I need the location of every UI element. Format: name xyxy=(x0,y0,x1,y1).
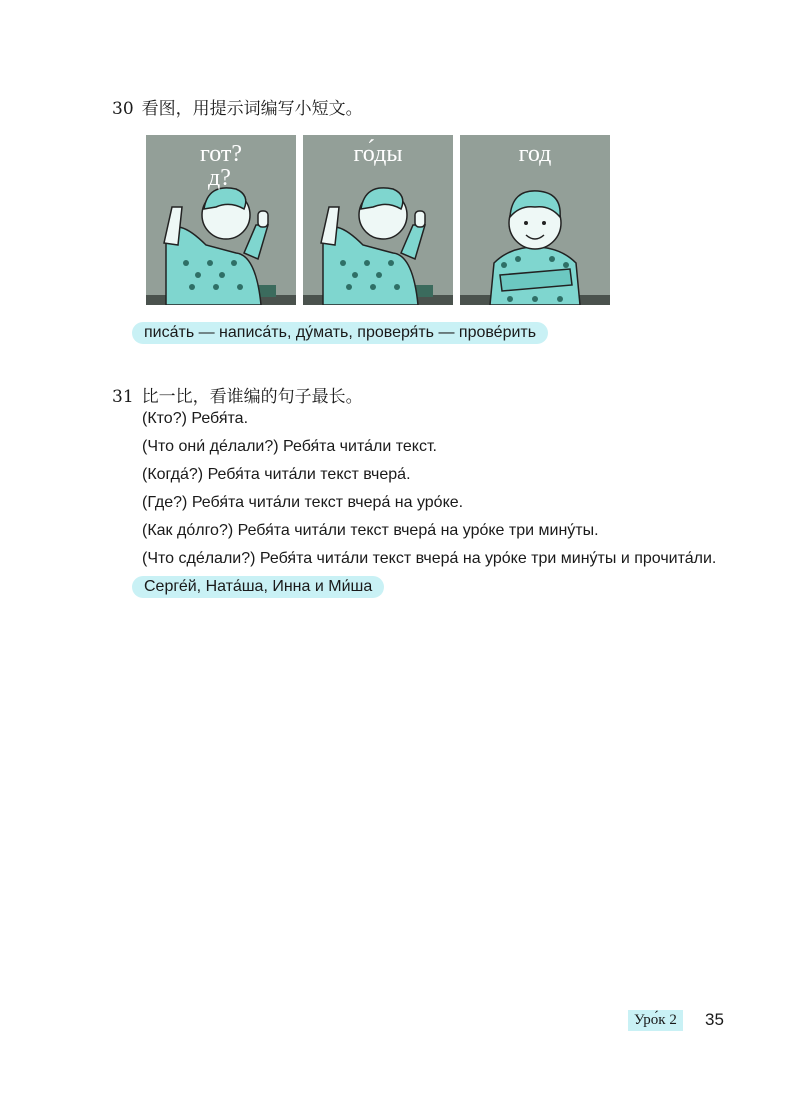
sentence-line-2: (Что они́ де́лали?) Ребя́та чита́ли текст. xyxy=(142,438,437,455)
sentence-line-1: (Кто?) Ребя́та. xyxy=(142,410,249,427)
board-word-2: го́ды xyxy=(353,141,403,167)
picture-panel-1 xyxy=(146,135,296,305)
board-word-1b: д? xyxy=(208,165,231,191)
exercise-31-number: 31 xyxy=(112,387,134,407)
picture-panel-2 xyxy=(303,135,453,305)
lesson-label: Уро́к 2 xyxy=(628,1010,683,1031)
page-number: 35 xyxy=(705,1010,724,1029)
exercise-30-hint-words: писа́ть — написа́ть, ду́мать, проверя́ть — прове́рить xyxy=(132,322,548,344)
picture-panel-3 xyxy=(460,135,610,305)
exercise-31-names: Серге́й, Ната́ша, Инна и Ми́ша xyxy=(132,576,384,598)
exercise-30-number: 30 xyxy=(112,99,134,119)
exercise-31-instruction: 比一比，看谁编的句子最长。 xyxy=(141,387,363,407)
sentence-line-4: (Где?) Ребя́та чита́ли текст вчера́ на уро́ке. xyxy=(142,494,464,511)
exercise-30-instruction: 看图，用提示词编写小短文。 xyxy=(141,99,363,119)
board-word-3: год xyxy=(518,141,552,167)
exercise-31-title xyxy=(112,382,363,407)
sentence-line-5: (Как до́лго?) Ребя́та чита́ли текст вчера́ на уро́ке три мину́ты. xyxy=(142,522,599,539)
sentence-line-6: (Что сде́лали?) Ребя́та чита́ли текст вчера́ на уро́ке три мину́ты и прочита́ли. xyxy=(142,550,717,567)
board-word-1: гот? xyxy=(199,141,243,167)
sentence-line-3: (Когда́?) Ребя́та чита́ли текст вчера́. xyxy=(142,466,411,483)
exercise-30-title xyxy=(112,94,363,119)
